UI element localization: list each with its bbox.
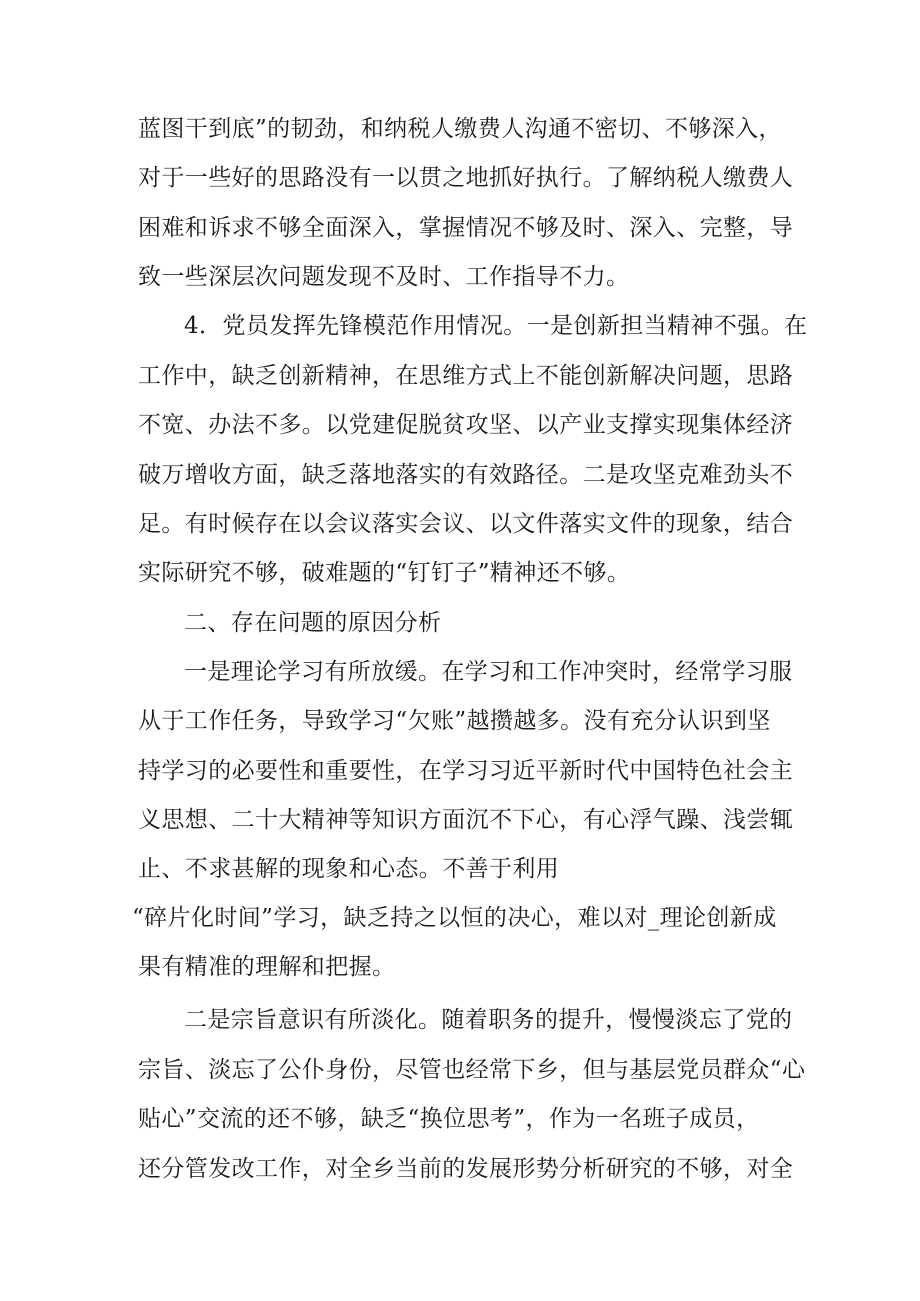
text-line: 果有精准的理解和把握。 bbox=[138, 954, 396, 980]
text-line: “碎片化时间”学习，缺乏持之以恒的决心，难以对_理论创新成 bbox=[132, 905, 777, 931]
paragraph-first-line: 一是理论学习有所放缓。在学习和工作冲突时，经常学习服 bbox=[184, 659, 793, 685]
section-heading: 二、存在问题的原因分析 bbox=[184, 610, 442, 636]
text-line: 蓝图干到底”的韧劲，和纳税人缴费人沟通不密切、不够深入， bbox=[138, 116, 782, 142]
text-line: 足。有时候存在以会议落实会议、以文件落实文件的现象，结合 bbox=[138, 511, 794, 537]
text-line: 实际研究不够，破难题的“钉钉子”精神还不够。 bbox=[138, 560, 631, 586]
paragraph-first-line: 二是宗旨意识有所淡化。随着职务的提升，慢慢淡忘了党的 bbox=[184, 1007, 793, 1033]
text-line: 困难和诉求不够全面深入，掌握情况不够及时、深入、完整，导 bbox=[138, 215, 794, 241]
text-line: 从于工作任务，导致学习“欠账”越攒越多。没有充分认识到坚 bbox=[138, 708, 771, 734]
text-line: 还分管发改工作，对全乡当前的发展形势分析研究的不够，对全 bbox=[138, 1156, 794, 1182]
text-line: 破万增收方面，缺乏落地落实的有效路径。二是攻坚克难劲头不 bbox=[138, 462, 794, 488]
text-line: 宗旨、淡忘了公仆身份，尽管也经常下乡，但与基层党员群众“心 bbox=[138, 1057, 806, 1083]
text-line: 对于一些好的思路没有一以贯之地抓好执行。了解纳税人缴费人 bbox=[138, 165, 794, 191]
text-line: 义思想、二十大精神等知识方面沉不下心，有心浮气躁、浅尝辄 bbox=[138, 807, 794, 833]
text-line: 致一些深层次问题发现不及时、工作指导不力。 bbox=[138, 264, 630, 290]
paragraph-first-line: 4．党员发挥先锋模范作用情况。一是创新担当精神不强。在 bbox=[184, 313, 808, 339]
text-line: 工作中，缺乏创新精神，在思维方式上不能创新解决问题，思路 bbox=[138, 363, 794, 389]
text-line: 持学习的必要性和重要性，在学习习近平新时代中国特色社会主 bbox=[138, 758, 794, 784]
text-line: 贴心”交流的还不够，缺乏“换位思考”，作为一名班子成员， bbox=[138, 1106, 760, 1132]
text-line: 不宽、办法不多。以党建促脱贫攻坚、以产业支撑实现集体经济 bbox=[138, 412, 794, 438]
text-line: 止、不求甚解的现象和心态。不善于利用 bbox=[138, 856, 560, 882]
